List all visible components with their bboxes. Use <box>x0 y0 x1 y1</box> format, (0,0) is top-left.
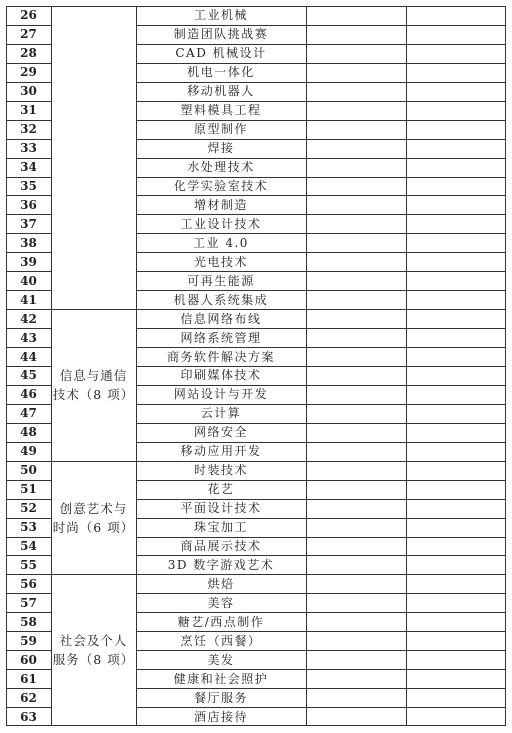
project-name: 糖艺/西点制作 <box>177 614 265 629</box>
blank-cell <box>406 688 506 707</box>
row-number: 60 <box>20 652 37 667</box>
project-name: 工业设计技术 <box>180 216 262 231</box>
blank-cell <box>306 25 406 44</box>
blank-cell <box>306 423 406 442</box>
row-number: 44 <box>20 349 37 364</box>
row-number: 63 <box>20 709 37 724</box>
project-name: 可再生能源 <box>187 273 255 288</box>
project-name: 烹饪（西餐） <box>180 633 262 648</box>
project-name: 餐厅服务 <box>193 690 248 705</box>
category-cell <box>52 461 135 575</box>
blank-cell <box>306 366 406 385</box>
blank-cell <box>306 612 406 631</box>
blank-cell <box>406 347 506 366</box>
row-number: 36 <box>20 197 37 212</box>
row-number: 58 <box>20 614 37 629</box>
row-number: 53 <box>20 520 37 535</box>
project-name: 网络安全 <box>193 425 248 440</box>
row-number: 33 <box>20 141 37 156</box>
category-line: 技术（8 项） <box>52 386 135 402</box>
project-name: 酒店接待 <box>193 709 248 724</box>
blank-cell <box>406 101 506 120</box>
blank-cell <box>306 688 406 707</box>
blank-cell <box>306 233 406 252</box>
blank-cell <box>306 120 406 139</box>
project-name: 光电技术 <box>193 254 248 269</box>
row-number: 61 <box>20 671 37 686</box>
row-number: 46 <box>20 387 37 402</box>
blank-cell <box>306 309 406 328</box>
blank-cell <box>406 480 506 499</box>
blank-cell <box>406 650 506 669</box>
blank-cell <box>306 461 406 480</box>
blank-cell <box>306 669 406 688</box>
project-name: 时装技术 <box>193 463 248 478</box>
blank-cell <box>306 101 406 120</box>
blank-cell <box>406 82 506 101</box>
row-number: 55 <box>20 557 37 572</box>
project-name: 机电一体化 <box>187 65 255 80</box>
category-cell <box>52 6 135 309</box>
blank-cell <box>306 82 406 101</box>
blank-cell <box>306 328 406 347</box>
blank-cell <box>406 404 506 423</box>
blank-cell <box>406 328 506 347</box>
blank-cell <box>406 423 506 442</box>
project-name: 工业机械 <box>193 8 248 23</box>
project-name: 移动机器人 <box>187 84 255 99</box>
row-number: 37 <box>20 216 37 231</box>
blank-cell <box>406 707 506 726</box>
blank-cell <box>306 442 406 461</box>
row-number: 31 <box>20 103 37 118</box>
project-name: 商品展示技术 <box>180 538 262 553</box>
blank-cell <box>406 25 506 44</box>
row-number: 32 <box>20 122 37 137</box>
blank-cell <box>306 44 406 63</box>
blank-cell <box>306 347 406 366</box>
blank-cell <box>306 271 406 290</box>
blank-cell <box>406 555 506 574</box>
project-name: 信息网络布线 <box>180 311 262 326</box>
blank-cell <box>406 385 506 404</box>
blank-cell <box>406 177 506 196</box>
blank-cell <box>406 499 506 518</box>
blank-cell <box>306 214 406 233</box>
blank-cell <box>306 707 406 726</box>
blank-cell <box>406 158 506 177</box>
row-number: 29 <box>20 65 37 80</box>
blank-cell <box>306 158 406 177</box>
blank-cell <box>406 574 506 593</box>
project-name: 印刷媒体技术 <box>180 368 262 383</box>
project-name: 烘焙 <box>207 576 235 591</box>
project-name: 化学实验室技术 <box>173 178 269 193</box>
blank-cell <box>306 195 406 214</box>
row-number: 27 <box>20 27 37 42</box>
blank-cell <box>306 63 406 82</box>
project-name: 网络系统管理 <box>180 330 262 345</box>
row-number: 35 <box>20 178 37 193</box>
project-name: CAD 机械设计 <box>175 46 267 61</box>
blank-cell <box>406 233 506 252</box>
blank-cell <box>406 631 506 650</box>
project-name: 制造团队挑战赛 <box>173 27 269 42</box>
project-name: 珠宝加工 <box>193 520 248 535</box>
row-number: 34 <box>20 160 37 175</box>
category-line: 创意艺术与 <box>59 500 128 516</box>
blank-cell <box>406 63 506 82</box>
blank-cell <box>406 593 506 612</box>
category-line: 时尚（6 项） <box>52 519 135 535</box>
row-number: 41 <box>20 292 37 307</box>
row-number: 39 <box>20 254 37 269</box>
blank-cell <box>306 555 406 574</box>
blank-cell <box>306 385 406 404</box>
blank-cell <box>406 518 506 537</box>
blank-cell <box>306 650 406 669</box>
blank-cell <box>306 6 406 25</box>
row-number: 43 <box>20 330 37 345</box>
project-name: 工业 4.0 <box>193 235 249 250</box>
blank-cell <box>406 290 506 309</box>
project-name: 焊接 <box>207 141 235 156</box>
blank-cell <box>406 461 506 480</box>
project-name: 机器人系统集成 <box>173 292 269 307</box>
row-number: 57 <box>20 595 37 610</box>
blank-cell <box>406 669 506 688</box>
row-number: 56 <box>20 576 37 591</box>
project-name: 花艺 <box>207 482 235 497</box>
blank-cell <box>306 177 406 196</box>
row-number: 49 <box>20 444 37 459</box>
project-name: 云计算 <box>200 406 242 421</box>
blank-cell <box>306 139 406 158</box>
row-number: 48 <box>20 425 37 440</box>
row-number: 52 <box>20 501 37 516</box>
row-number: 47 <box>20 406 37 421</box>
category-line: 信息与通信 <box>59 367 128 383</box>
category-line: 服务（8 项） <box>52 652 135 668</box>
blank-cell <box>306 480 406 499</box>
blank-cell <box>406 442 506 461</box>
project-name: 美发 <box>207 652 235 667</box>
row-number: 40 <box>20 273 37 288</box>
blank-cell <box>306 290 406 309</box>
row-number: 28 <box>20 46 37 61</box>
row-number: 42 <box>20 311 37 326</box>
project-name: 平面设计技术 <box>180 501 262 516</box>
project-name: 3D 数字游戏艺术 <box>167 557 275 572</box>
blank-cell <box>406 139 506 158</box>
row-number: 50 <box>20 463 37 478</box>
project-name: 塑料模具工程 <box>180 103 262 118</box>
row-number: 45 <box>20 368 37 383</box>
blank-cell <box>406 44 506 63</box>
project-name: 增材制造 <box>193 197 248 212</box>
blank-cell <box>406 271 506 290</box>
row-number: 51 <box>20 482 37 497</box>
blank-cell <box>406 612 506 631</box>
project-name: 网站设计与开发 <box>173 387 269 402</box>
project-name: 商务软件解决方案 <box>166 349 275 364</box>
blank-cell <box>406 366 506 385</box>
row-number: 62 <box>20 690 37 705</box>
row-number: 54 <box>20 538 37 553</box>
project-name: 移动应用开发 <box>180 444 262 459</box>
blank-cell <box>306 252 406 271</box>
blank-cell <box>406 537 506 556</box>
blank-cell <box>306 593 406 612</box>
blank-cell <box>406 214 506 233</box>
blank-cell <box>306 518 406 537</box>
blank-cell <box>406 120 506 139</box>
row-number: 30 <box>20 84 37 99</box>
row-number: 38 <box>20 235 37 250</box>
category-cell <box>52 309 135 461</box>
blank-cell <box>406 6 506 25</box>
blank-cell <box>306 499 406 518</box>
blank-cell <box>306 404 406 423</box>
blank-cell <box>406 309 506 328</box>
project-name: 水处理技术 <box>187 160 255 175</box>
blank-cell <box>306 631 406 650</box>
row-number: 59 <box>20 633 37 648</box>
blank-cell <box>406 195 506 214</box>
competition-table <box>6 6 506 726</box>
category-line: 社会及个人 <box>59 633 128 649</box>
project-name: 原型制作 <box>193 122 248 137</box>
row-number: 26 <box>20 8 37 23</box>
blank-cell <box>306 574 406 593</box>
project-name: 健康和社会照护 <box>173 671 269 686</box>
blank-cell <box>306 537 406 556</box>
project-name: 美容 <box>207 595 235 610</box>
blank-cell <box>406 252 506 271</box>
category-cell <box>52 574 135 726</box>
